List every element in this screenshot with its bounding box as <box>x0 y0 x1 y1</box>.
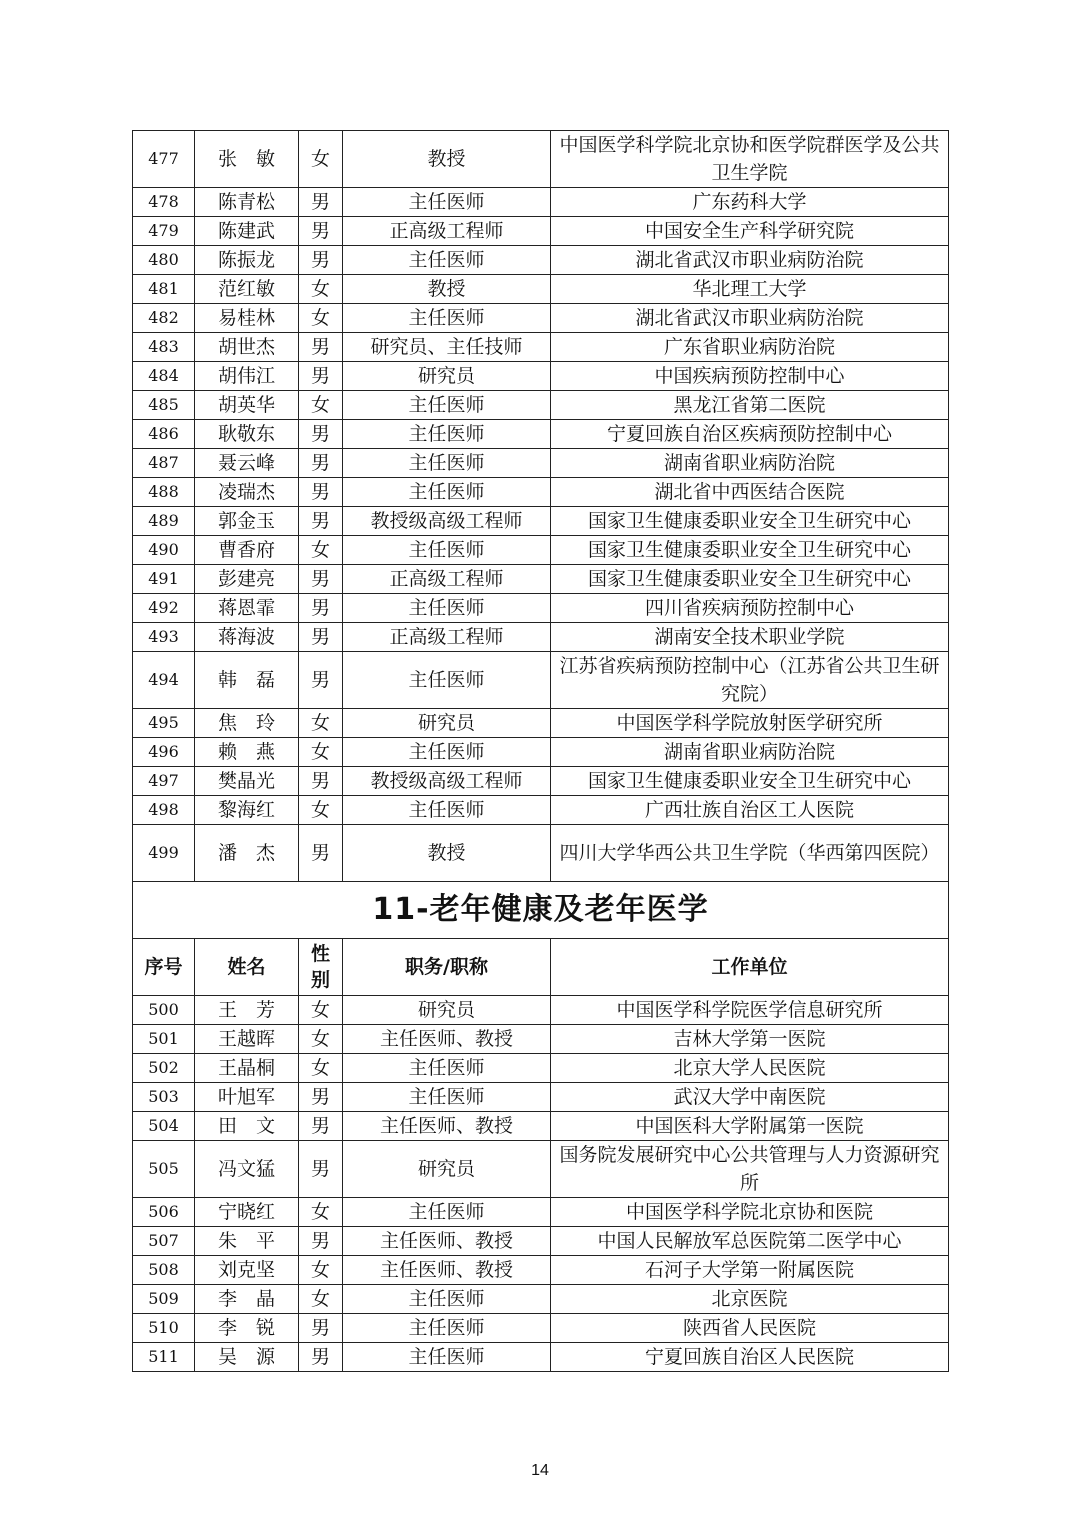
cell-name: 胡世杰 <box>195 333 299 362</box>
cell-unit: 湖南安全技术职业学院 <box>551 623 949 652</box>
table-row <box>133 652 949 709</box>
cell-gender: 女 <box>299 275 343 304</box>
cell-gender: 女 <box>299 131 343 188</box>
cell-unit: 广东药科大学 <box>551 188 949 217</box>
cell-gender: 女 <box>299 709 343 738</box>
cell-no: 494 <box>133 652 195 709</box>
cell-title: 主任医师 <box>343 1314 551 1343</box>
cell-name: 陈振龙 <box>195 246 299 275</box>
cell-no: 478 <box>133 188 195 217</box>
cell-unit: 北京大学人民医院 <box>551 1054 949 1083</box>
cell-title: 主任医师 <box>343 449 551 478</box>
cell-gender: 女 <box>299 304 343 333</box>
table-row <box>133 1054 949 1083</box>
cell-title: 主任医师、教授 <box>343 1025 551 1054</box>
page-number: 14 <box>531 1462 549 1479</box>
cell-gender: 男 <box>299 1343 343 1372</box>
cell-no: 485 <box>133 391 195 420</box>
table-row <box>133 391 949 420</box>
cell-title: 主任医师 <box>343 738 551 767</box>
cell-no: 506 <box>133 1198 195 1227</box>
cell-name: 陈青松 <box>195 188 299 217</box>
cell-no: 496 <box>133 738 195 767</box>
cell-title: 教授级高级工程师 <box>343 767 551 796</box>
cell-name: 耿敬东 <box>195 420 299 449</box>
cell-name: 朱 平 <box>195 1227 299 1256</box>
cell-title: 研究员 <box>343 709 551 738</box>
cell-gender: 男 <box>299 1112 343 1141</box>
cell-title: 主任医师 <box>343 478 551 507</box>
cell-no: 510 <box>133 1314 195 1343</box>
table-row <box>133 478 949 507</box>
cell-name: 凌瑞杰 <box>195 478 299 507</box>
cell-name: 潘 杰 <box>195 825 299 882</box>
cell-unit: 黑龙江省第二医院 <box>551 391 949 420</box>
cell-name: 李 晶 <box>195 1285 299 1314</box>
table-row <box>133 1314 949 1343</box>
cell-title: 主任医师 <box>343 536 551 565</box>
cell-gender: 女 <box>299 738 343 767</box>
table-body-bottom <box>133 996 949 1372</box>
cell-name: 聂云峰 <box>195 449 299 478</box>
expert-list-table <box>132 130 949 1372</box>
table-row <box>133 738 949 767</box>
cell-unit: 国家卫生健康委职业安全卫生研究中心 <box>551 565 949 594</box>
cell-gender: 男 <box>299 507 343 536</box>
table-row <box>133 1227 949 1256</box>
cell-no: 508 <box>133 1256 195 1285</box>
cell-no: 500 <box>133 996 195 1025</box>
cell-name: 易桂林 <box>195 304 299 333</box>
cell-name: 彭建亮 <box>195 565 299 594</box>
table-row <box>133 1198 949 1227</box>
cell-title: 主任医师 <box>343 1054 551 1083</box>
cell-unit: 石河子大学第一附属医院 <box>551 1256 949 1285</box>
table-row <box>133 1083 949 1112</box>
cell-unit: 四川大学华西公共卫生学院（华西第四医院） <box>551 825 949 882</box>
table-row <box>133 709 949 738</box>
section-block <box>133 882 949 996</box>
table-row <box>133 362 949 391</box>
cell-name: 胡英华 <box>195 391 299 420</box>
cell-title: 主任医师 <box>343 188 551 217</box>
cell-gender: 男 <box>299 767 343 796</box>
cell-title: 主任医师 <box>343 1343 551 1372</box>
table-row <box>133 536 949 565</box>
cell-no: 497 <box>133 767 195 796</box>
cell-gender: 男 <box>299 217 343 246</box>
cell-title: 教授 <box>343 131 551 188</box>
cell-unit: 国家卫生健康委职业安全卫生研究中心 <box>551 767 949 796</box>
cell-name: 樊晶光 <box>195 767 299 796</box>
section-row <box>133 882 949 939</box>
cell-unit: 四川省疾病预防控制中心 <box>551 594 949 623</box>
cell-gender: 女 <box>299 796 343 825</box>
cell-unit: 中国人民解放军总医院第二医学中心 <box>551 1227 949 1256</box>
cell-name: 郭金玉 <box>195 507 299 536</box>
cell-no: 492 <box>133 594 195 623</box>
cell-no: 502 <box>133 1054 195 1083</box>
cell-no: 483 <box>133 333 195 362</box>
cell-gender: 男 <box>299 188 343 217</box>
cell-name: 赖 燕 <box>195 738 299 767</box>
cell-unit: 武汉大学中南医院 <box>551 1083 949 1112</box>
cell-gender: 女 <box>299 1256 343 1285</box>
table-row <box>133 565 949 594</box>
cell-title: 研究员 <box>343 996 551 1025</box>
cell-no: 491 <box>133 565 195 594</box>
cell-no: 490 <box>133 536 195 565</box>
cell-unit: 国家卫生健康委职业安全卫生研究中心 <box>551 536 949 565</box>
cell-gender: 女 <box>299 1198 343 1227</box>
cell-no: 501 <box>133 1025 195 1054</box>
cell-no: 495 <box>133 709 195 738</box>
cell-name: 叶旭军 <box>195 1083 299 1112</box>
cell-gender: 男 <box>299 333 343 362</box>
cell-gender: 女 <box>299 1025 343 1054</box>
header-title: 职务/职称 <box>343 939 551 996</box>
header-gender: 性别 <box>299 939 343 996</box>
table-row <box>133 131 949 188</box>
cell-unit: 中国医学科学院放射医学研究所 <box>551 709 949 738</box>
header-name: 姓名 <box>195 939 299 996</box>
cell-unit: 中国医学科学院北京协和医院 <box>551 1198 949 1227</box>
cell-gender: 男 <box>299 1227 343 1256</box>
cell-gender: 男 <box>299 478 343 507</box>
cell-unit: 宁夏回族自治区疾病预防控制中心 <box>551 420 949 449</box>
cell-unit: 湖北省中西医结合医院 <box>551 478 949 507</box>
cell-no: 481 <box>133 275 195 304</box>
cell-name: 吴 源 <box>195 1343 299 1372</box>
cell-name: 焦 玲 <box>195 709 299 738</box>
cell-no: 477 <box>133 131 195 188</box>
cell-no: 484 <box>133 362 195 391</box>
cell-unit: 湖北省武汉市职业病防治院 <box>551 304 949 333</box>
cell-no: 509 <box>133 1285 195 1314</box>
cell-unit: 中国疾病预防控制中心 <box>551 362 949 391</box>
cell-gender: 男 <box>299 623 343 652</box>
table-body-top <box>133 131 949 882</box>
cell-gender: 女 <box>299 996 343 1025</box>
cell-name: 陈建武 <box>195 217 299 246</box>
cell-title: 主任医师 <box>343 391 551 420</box>
cell-gender: 男 <box>299 420 343 449</box>
cell-title: 研究员 <box>343 1141 551 1198</box>
cell-name: 王晶桐 <box>195 1054 299 1083</box>
cell-unit: 湖南省职业病防治院 <box>551 738 949 767</box>
cell-no: 503 <box>133 1083 195 1112</box>
table-row <box>133 767 949 796</box>
table-row <box>133 594 949 623</box>
cell-title: 主任医师 <box>343 1285 551 1314</box>
cell-gender: 男 <box>299 594 343 623</box>
cell-unit: 国务院发展研究中心公共管理与人力资源研究所 <box>551 1141 949 1198</box>
header-no: 序号 <box>133 939 195 996</box>
cell-name: 宁晓红 <box>195 1198 299 1227</box>
cell-unit: 华北理工大学 <box>551 275 949 304</box>
cell-title: 主任医师、教授 <box>343 1112 551 1141</box>
cell-title: 主任医师 <box>343 420 551 449</box>
cell-unit: 中国医学科学院医学信息研究所 <box>551 996 949 1025</box>
cell-no: 505 <box>133 1141 195 1198</box>
cell-title: 正高级工程师 <box>343 565 551 594</box>
cell-no: 511 <box>133 1343 195 1372</box>
cell-unit: 中国医科大学附属第一医院 <box>551 1112 949 1141</box>
cell-gender: 男 <box>299 565 343 594</box>
cell-title: 主任医师 <box>343 594 551 623</box>
cell-gender: 男 <box>299 825 343 882</box>
cell-gender: 女 <box>299 536 343 565</box>
cell-name: 韩 磊 <box>195 652 299 709</box>
cell-unit: 湖北省武汉市职业病防治院 <box>551 246 949 275</box>
cell-name: 黎海红 <box>195 796 299 825</box>
cell-no: 507 <box>133 1227 195 1256</box>
cell-title: 主任医师 <box>343 1083 551 1112</box>
cell-unit: 陕西省人民医院 <box>551 1314 949 1343</box>
cell-unit: 中国医学科学院北京协和医学院群医学及公共卫生学院 <box>551 131 949 188</box>
cell-gender: 男 <box>299 449 343 478</box>
cell-title: 研究员、主任技师 <box>343 333 551 362</box>
cell-name: 刘克坚 <box>195 1256 299 1285</box>
cell-unit: 广西壮族自治区工人医院 <box>551 796 949 825</box>
cell-name: 冯文猛 <box>195 1141 299 1198</box>
cell-title: 主任医师、教授 <box>343 1256 551 1285</box>
table-row <box>133 275 949 304</box>
cell-gender: 男 <box>299 652 343 709</box>
header-row <box>133 939 949 996</box>
cell-no: 479 <box>133 217 195 246</box>
cell-unit: 吉林大学第一医院 <box>551 1025 949 1054</box>
cell-title: 主任医师 <box>343 652 551 709</box>
table-row <box>133 1141 949 1198</box>
table-row <box>133 623 949 652</box>
cell-title: 教授级高级工程师 <box>343 507 551 536</box>
cell-unit: 中国安全生产科学研究院 <box>551 217 949 246</box>
table-row <box>133 333 949 362</box>
cell-name: 李 锐 <box>195 1314 299 1343</box>
cell-no: 499 <box>133 825 195 882</box>
cell-title: 主任医师 <box>343 304 551 333</box>
cell-title: 主任医师 <box>343 246 551 275</box>
cell-no: 482 <box>133 304 195 333</box>
table-row <box>133 420 949 449</box>
table-row <box>133 825 949 882</box>
cell-title: 正高级工程师 <box>343 623 551 652</box>
cell-unit: 江苏省疾病预防控制中心（江苏省公共卫生研究院） <box>551 652 949 709</box>
cell-unit: 湖南省职业病防治院 <box>551 449 949 478</box>
cell-gender: 女 <box>299 1285 343 1314</box>
table-row <box>133 507 949 536</box>
header-unit: 工作单位 <box>551 939 949 996</box>
cell-unit: 宁夏回族自治区人民医院 <box>551 1343 949 1372</box>
cell-title: 研究员 <box>343 362 551 391</box>
cell-gender: 男 <box>299 1314 343 1343</box>
cell-title: 正高级工程师 <box>343 217 551 246</box>
cell-no: 480 <box>133 246 195 275</box>
cell-no: 487 <box>133 449 195 478</box>
table-row <box>133 449 949 478</box>
table-row <box>133 1112 949 1141</box>
cell-title: 教授 <box>343 825 551 882</box>
cell-title: 教授 <box>343 275 551 304</box>
cell-no: 493 <box>133 623 195 652</box>
cell-name: 王越晖 <box>195 1025 299 1054</box>
table-row <box>133 996 949 1025</box>
cell-gender: 男 <box>299 1083 343 1112</box>
table-row <box>133 1025 949 1054</box>
cell-name: 蒋恩霏 <box>195 594 299 623</box>
cell-gender: 男 <box>299 362 343 391</box>
table-row <box>133 796 949 825</box>
cell-name: 胡伟江 <box>195 362 299 391</box>
cell-gender: 男 <box>299 246 343 275</box>
cell-no: 489 <box>133 507 195 536</box>
cell-gender: 女 <box>299 1054 343 1083</box>
table-row <box>133 246 949 275</box>
cell-no: 488 <box>133 478 195 507</box>
table-row <box>133 1343 949 1372</box>
cell-unit: 北京医院 <box>551 1285 949 1314</box>
cell-name: 范红敏 <box>195 275 299 304</box>
cell-name: 田 文 <box>195 1112 299 1141</box>
table-row <box>133 1285 949 1314</box>
cell-no: 498 <box>133 796 195 825</box>
cell-gender: 男 <box>299 1141 343 1198</box>
table-row <box>133 1256 949 1285</box>
table-row <box>133 188 949 217</box>
section-title: 11-老年健康及老年医学 <box>133 882 949 939</box>
cell-name: 曹香府 <box>195 536 299 565</box>
cell-title: 主任医师 <box>343 796 551 825</box>
cell-no: 486 <box>133 420 195 449</box>
table-row <box>133 217 949 246</box>
cell-no: 504 <box>133 1112 195 1141</box>
cell-name: 蒋海波 <box>195 623 299 652</box>
cell-name: 张 敏 <box>195 131 299 188</box>
cell-title: 主任医师、教授 <box>343 1227 551 1256</box>
cell-title: 主任医师 <box>343 1198 551 1227</box>
cell-unit: 广东省职业病防治院 <box>551 333 949 362</box>
cell-gender: 女 <box>299 391 343 420</box>
cell-name: 王 芳 <box>195 996 299 1025</box>
cell-unit: 国家卫生健康委职业安全卫生研究中心 <box>551 507 949 536</box>
table-row <box>133 304 949 333</box>
